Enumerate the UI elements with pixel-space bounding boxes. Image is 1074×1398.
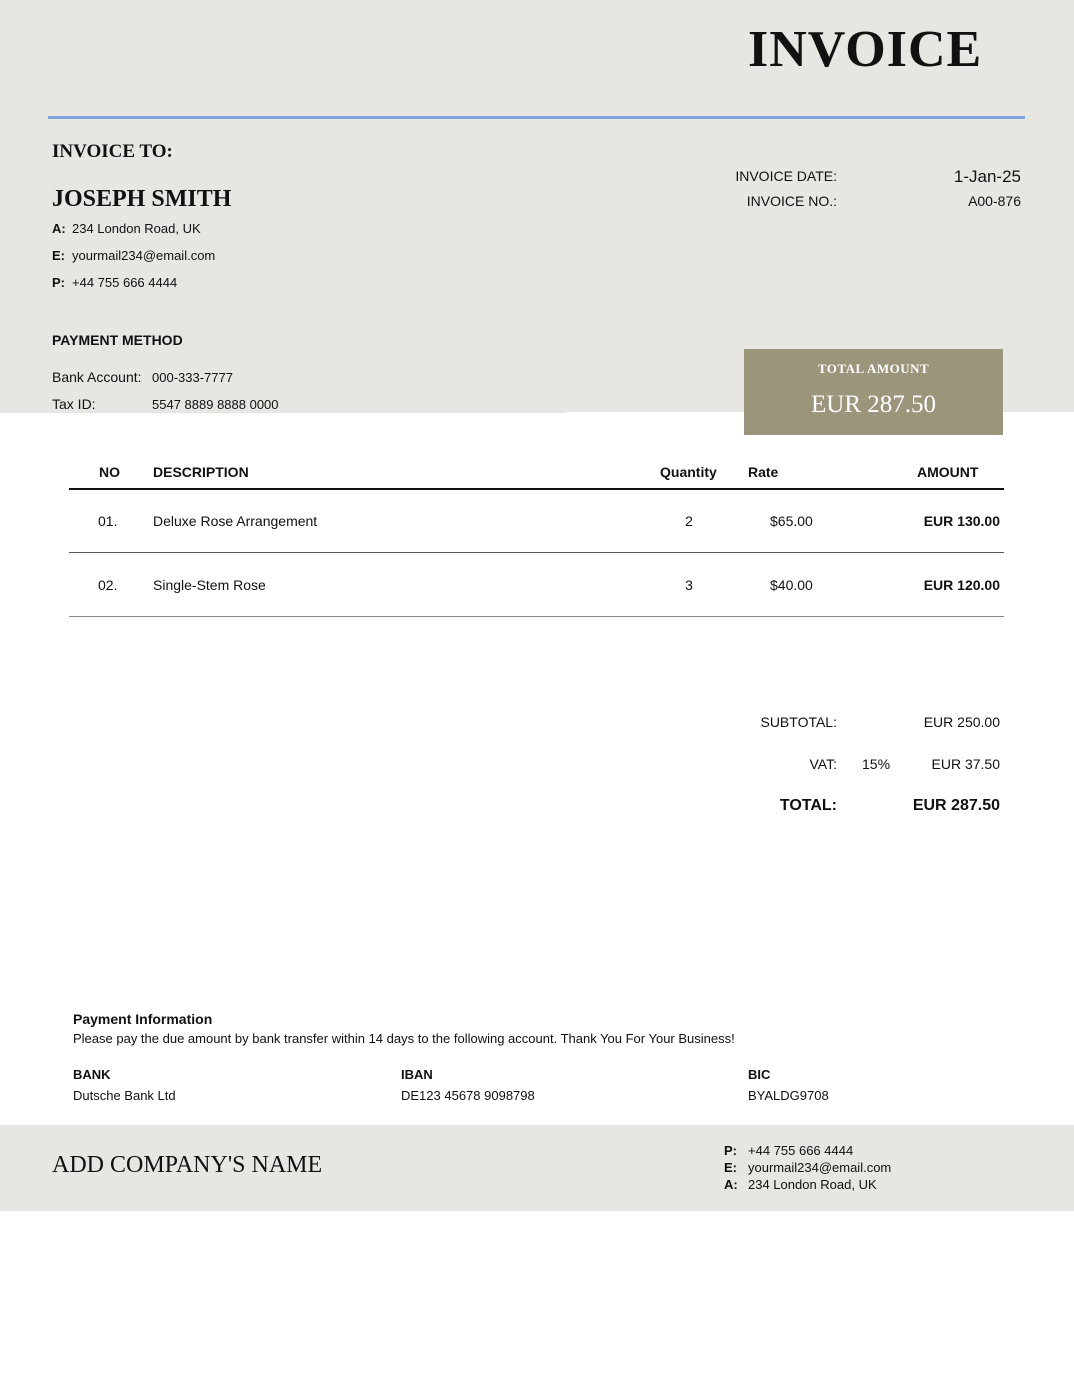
vat-label: VAT:	[809, 756, 837, 772]
total-amount-label: TOTAL AMOUNT	[817, 361, 930, 376]
total-value: EUR 287.50	[912, 797, 1000, 814]
payment-info-title: Payment Information	[73, 1011, 213, 1027]
company-name: ADD COMPANY'S NAME	[52, 1152, 323, 1178]
invoice-to-label: INVOICE TO:	[52, 141, 173, 162]
total-amount-box	[744, 349, 1003, 435]
row-divider	[69, 552, 1004, 553]
row-rate: $40.00	[770, 577, 813, 593]
invoice-date-label: INVOICE DATE:	[735, 168, 837, 184]
subtotal-value: EUR 250.00	[923, 714, 1000, 730]
row-quantity: 2	[685, 513, 693, 529]
footer-address-key: A:	[724, 1177, 738, 1192]
client-email-line	[52, 248, 215, 263]
row-no: 02.	[98, 577, 118, 593]
invoice-number: A00-876	[968, 193, 1021, 209]
footer-phone-key: P:	[724, 1143, 737, 1158]
invoice-number-label: INVOICE NO.:	[746, 193, 837, 209]
row-rate: $65.00	[770, 513, 813, 529]
row-divider	[69, 616, 1004, 617]
column-header-amount: AMOUNT	[917, 464, 979, 480]
tax-id-row	[52, 396, 279, 412]
client-address: 234 London Road, UK	[72, 221, 201, 236]
row-quantity: 3	[685, 577, 693, 593]
subtotal-label: SUBTOTAL:	[760, 714, 837, 730]
row-amount: EUR 130.00	[923, 513, 1000, 529]
footer-phone: +44 755 666 4444	[748, 1143, 854, 1158]
iban-value: DE123 45678 9098798	[401, 1088, 535, 1103]
row-description: Deluxe Rose Arrangement	[153, 513, 318, 529]
tax-id-value: 5547 8889 8888 0000	[152, 397, 279, 412]
invoice-title: INVOICE	[748, 21, 983, 78]
bank-account-value: 000-333-7777	[152, 370, 233, 385]
client-email: yourmail234@email.com	[72, 248, 216, 263]
footer-email: yourmail234@email.com	[748, 1160, 892, 1175]
row-description: Single-Stem Rose	[153, 577, 266, 593]
column-header-description: DESCRIPTION	[153, 464, 249, 480]
bank-label: BANK	[73, 1067, 111, 1082]
vat-rate: 15%	[862, 756, 891, 772]
client-phone: +44 755 666 4444	[72, 275, 178, 290]
client-name: JOSEPH SMITH	[52, 186, 232, 212]
footer-phone-line	[724, 1143, 853, 1158]
bank-value: Dutsche Bank Ltd	[73, 1088, 176, 1103]
client-address-line	[52, 221, 201, 236]
tax-id-label: Tax ID:	[52, 396, 96, 412]
footer-address-line	[724, 1177, 877, 1192]
vat-value: EUR 37.50	[931, 756, 1000, 772]
footer-address: 234 London Road, UK	[748, 1177, 877, 1192]
column-header-no: NO	[99, 464, 120, 480]
footer-email-key: E:	[724, 1160, 737, 1175]
bic-label: BIC	[748, 1067, 771, 1082]
column-header-rate: Rate	[748, 464, 779, 480]
phone-key: P:	[52, 275, 65, 290]
bank-account-label: Bank Account:	[52, 369, 142, 385]
email-key: E:	[52, 248, 65, 263]
payment-info-text: Please pay the due amount by bank transfer within 14 days to the following account. Thank You For Your Business!	[73, 1031, 735, 1046]
column-header-quantity: Quantity	[660, 464, 717, 480]
row-no: 01.	[98, 513, 118, 529]
bic-value: BYALDG9708	[748, 1088, 829, 1103]
table-header-rule	[69, 488, 1004, 490]
client-phone-line	[52, 275, 177, 290]
iban-label: IBAN	[401, 1067, 433, 1082]
invoice-date: 1-Jan-25	[953, 167, 1021, 186]
payment-method-label: PAYMENT METHOD	[52, 332, 183, 348]
total-amount-value: EUR 287.50	[811, 391, 936, 418]
footer-email-line	[724, 1160, 891, 1175]
address-key: A:	[52, 221, 66, 236]
bank-account-row	[52, 369, 233, 385]
header-divider	[48, 116, 1025, 119]
row-amount: EUR 120.00	[923, 577, 1000, 593]
total-label: TOTAL:	[779, 797, 837, 814]
